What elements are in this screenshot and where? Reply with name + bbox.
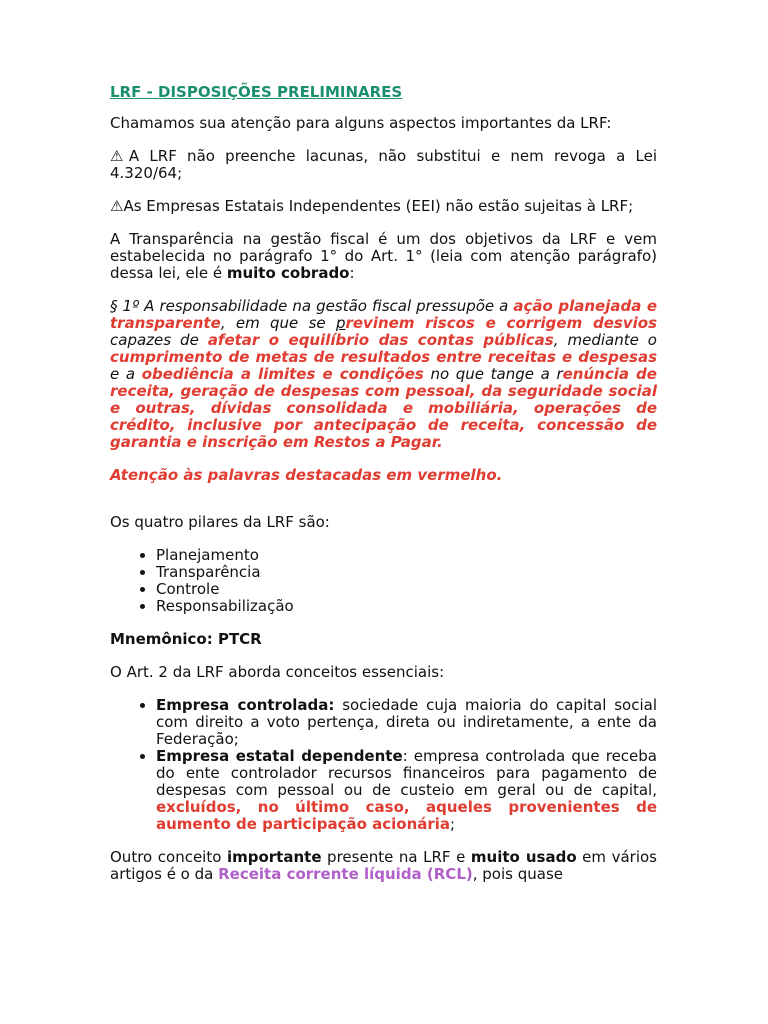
transparency-paragraph: A Transparência na gestão fiscal é um dos objetivos da LRF e vem estabelecida no parágrafo 1° do Art. 1° (leia com atenção parágrafo) dessa lei, ele é muito cobrado: xyxy=(110,230,657,282)
law-highlight: cumprimento de metas de resultados entre receitas e despesas xyxy=(110,348,657,366)
attention-note: Atenção às palavras destacadas em vermelho. xyxy=(110,466,503,484)
warning-lrf-lacunas: ⚠A LRF não preenche lacunas, não substitui e nem revoga a Lei 4.320/64; xyxy=(110,147,657,182)
page-title: LRF - DISPOSIÇÕES PRELIMINARES xyxy=(110,83,403,101)
list-item: • Transparência xyxy=(156,564,657,581)
law-highlight: revinem riscos e corrigem desvios xyxy=(345,314,657,332)
law-paragraph-quote: § 1º A responsabilidade na gestão fiscal pressupõe a ação planejada e transparente, em que se previnem riscos e corrigem desvios capazes de afetar o equilíbrio das contas públicas, mediante o cumprimento de metas de resultados entre receitas e despesas e a obediência a limites e condições no que tange a renúncia de receita, geração de despesas com pessoal, da seguridade social e outras, dívidas consolidada e mobiliária, operações de crédito, inclusive por antecipação de receita, concessão de garantia e inscrição em Restos a Pagar. xyxy=(110,297,657,451)
list-item: • Planejamento xyxy=(156,547,657,564)
document-page xyxy=(110,84,657,899)
warning-eei: ⚠As Empresas Estatais Independentes (EEI) não estão sujeitas à LRF; xyxy=(110,197,634,215)
list-item: • Empresa controlada: sociedade cuja maioria do capital social com direito a voto pertença, direta ou indiretamente, a ente da Federação; xyxy=(156,697,657,748)
list-item: • Responsabilização xyxy=(156,598,657,615)
pillars-list xyxy=(110,547,657,615)
law-highlight: obediência a limites e condições xyxy=(141,365,424,383)
intro-paragraph: Chamamos sua atenção para alguns aspectos importantes da LRF: xyxy=(110,114,612,132)
pillars-intro: Os quatro pilares da LRF são: xyxy=(110,513,330,531)
law-highlight: afetar o equilíbrio das contas públicas xyxy=(207,331,554,349)
law-highlight: ação planejada e transparente xyxy=(110,297,657,332)
list-item: • Controle xyxy=(156,581,657,598)
concepts-list xyxy=(110,697,657,833)
art2-intro: O Art. 2 da LRF aborda conceitos essenciais: xyxy=(110,663,445,681)
mnemonic: Mnemônico: PTCR xyxy=(110,630,262,648)
rcl-paragraph: Outro conceito importante presente na LRF e muito usado em vários artigos é o da Receita corrente líquida (RCL), pois quase xyxy=(110,848,657,883)
law-highlight: enúncia de receita, geração de despesas com pessoal, da seguridade social e outras, dívidas consolidada e mobiliária, operações de crédito, inclusive por antecipação de receita, concessão de garantia e inscrição em Restos a Pagar. xyxy=(110,365,657,451)
list-item: • Empresa estatal dependente: empresa controlada que receba do ente controlador recursos financeiros para pagamento de despesas com pessoal ou de custeio em geral ou de capital, excluídos, no último caso, aqueles provenientes de aumento de participação acionária; xyxy=(156,748,657,833)
